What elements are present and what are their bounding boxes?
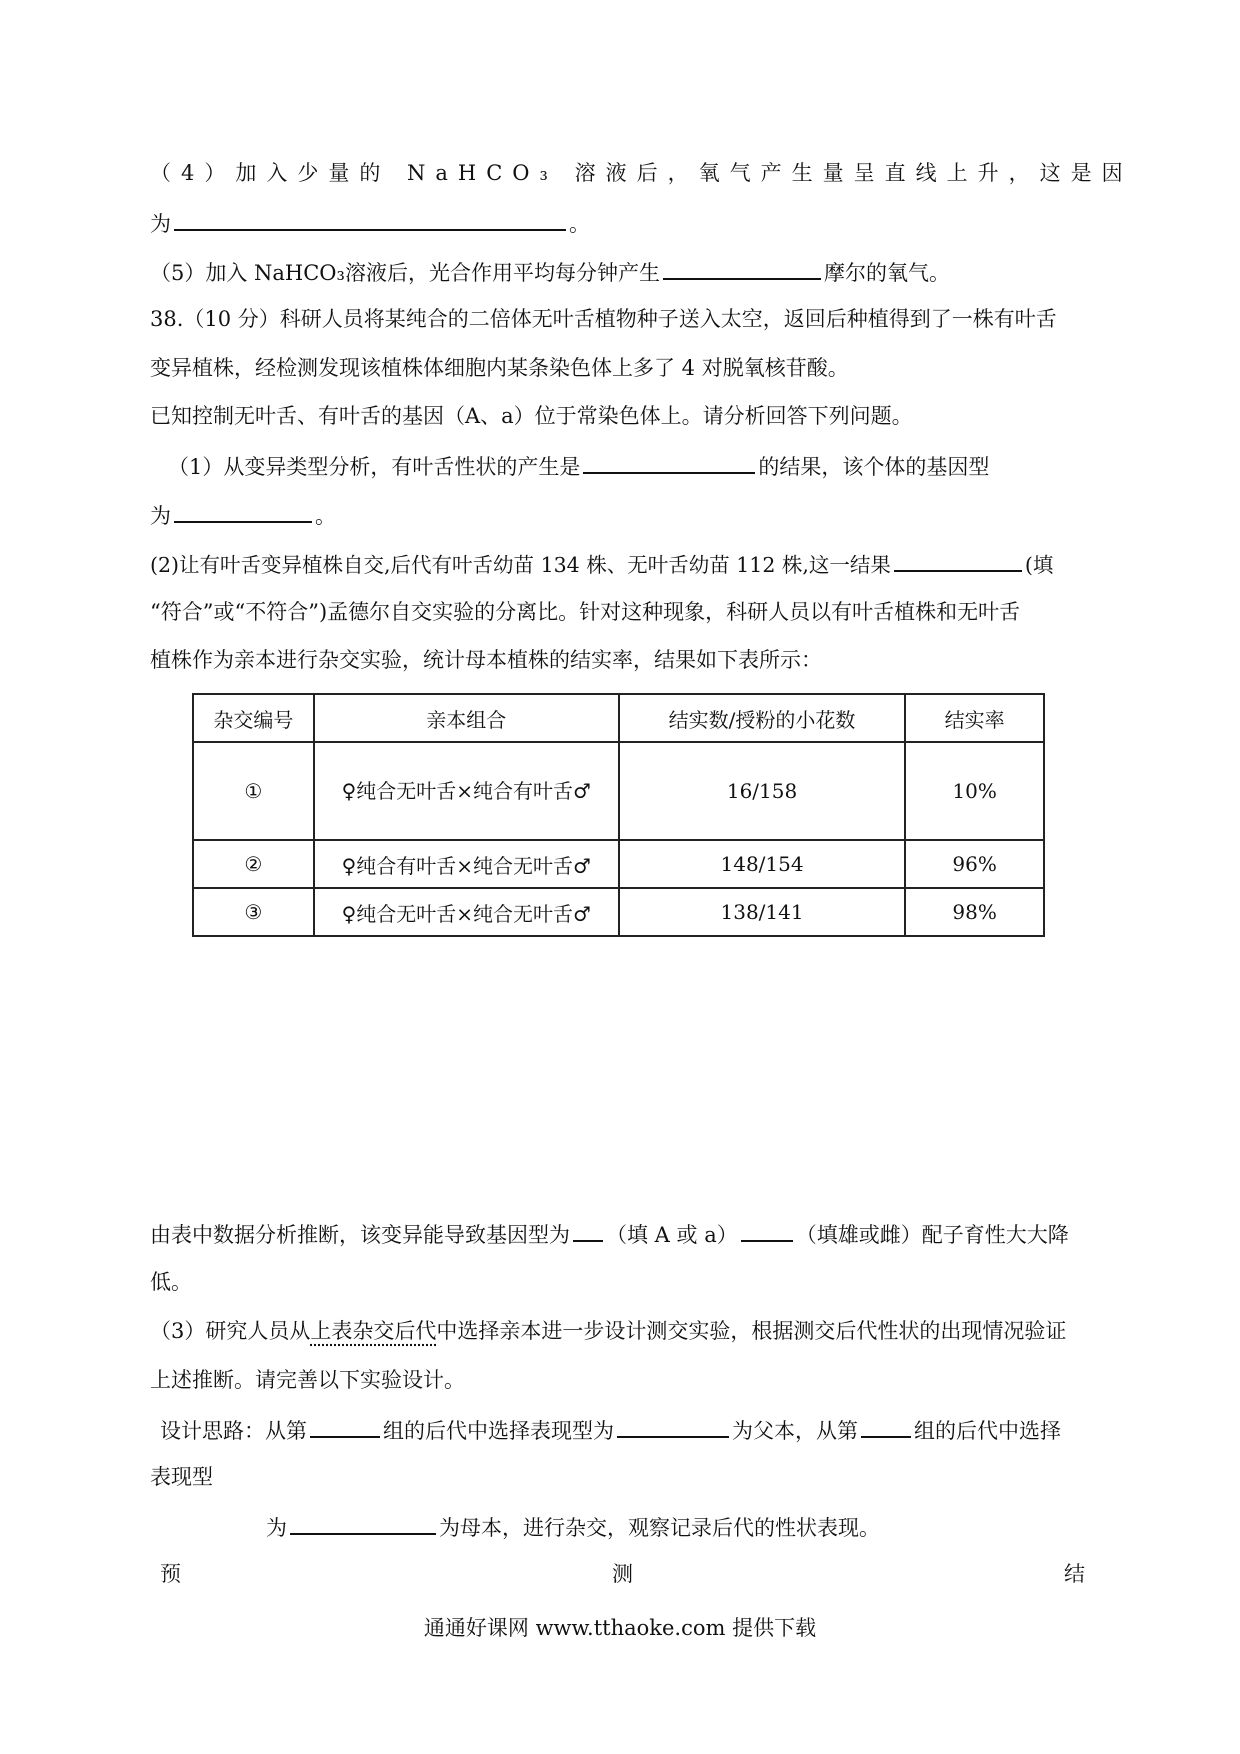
- page-footer: 通通好课网 www.tthaoke.com 提供下载: [423, 1616, 817, 1640]
- q38-intro-2: 变异植株，经检测发现该植株体细胞内某条染色体上多了 4 对脱氧核苷酸。: [150, 356, 849, 380]
- q38-inference-blank-1[interactable]: [573, 1218, 603, 1242]
- q5-answer-blank[interactable]: [663, 256, 821, 280]
- table-header-cell: 杂交编号: [193, 694, 314, 742]
- table-header-cell: 亲本组合: [314, 694, 619, 742]
- q38-part3-text-b: 中选择亲本进一步设计测交实验，根据测交后代性状的出现情况验证: [436, 1319, 1067, 1343]
- q38-inference-text-c: （填雄或雌）配子育性大大降: [795, 1223, 1069, 1247]
- q4-suffix: 。: [569, 212, 590, 236]
- q4-answer-blank[interactable]: [174, 207, 566, 231]
- table-cell: 138/141: [619, 888, 905, 936]
- q38-part1-text-d: 。: [315, 504, 336, 528]
- table-header-cell: 结实率: [905, 694, 1044, 742]
- q38-part1-text-a: （1）从变异类型分析，有叶舌性状的产生是: [168, 455, 581, 479]
- table-cell: ♀纯合无叶舌×纯合无叶舌♂: [314, 888, 619, 936]
- q38-design-text-c: 为父本，从第: [732, 1419, 858, 1443]
- q38-part1-blank-2[interactable]: [174, 499, 312, 523]
- q38-inference-text-a: 由表中数据分析推断，该变异能导致基因型为: [150, 1223, 570, 1247]
- q38-part2-line3: 植株作为亲本进行杂交实验，统计母本植株的结实率，结果如下表所示：: [150, 648, 822, 672]
- table-cell: 10%: [905, 742, 1044, 840]
- q38-design-line1: [160, 1414, 1061, 1446]
- q38-inference-text-b: （填 A 或 a）: [606, 1223, 738, 1247]
- q38-part3-line2: 上述推断。请完善以下实验设计。: [150, 1368, 465, 1392]
- q38-part2-line2: “符合”或“不符合”)孟德尔自交实验的分离比。针对这种现象，科研人员以有叶舌植株和无叶舌: [150, 600, 1021, 624]
- q38-design-blank-1[interactable]: [310, 1414, 380, 1438]
- q38-part2-blank[interactable]: [894, 548, 1022, 572]
- q38-design-text-b: 组的后代中选择表现型为: [383, 1419, 614, 1443]
- q38-part3-text-a: （3）研究人员从: [150, 1319, 311, 1343]
- q38-part1-line1: [168, 450, 989, 482]
- q38-inference-line2: 低。: [150, 1270, 192, 1294]
- hybrid-results-table: [192, 693, 1045, 937]
- q38-intro-1: 38.（10 分）科研人员将某纯合的二倍体无叶舌植物种子送入太空，返回后种植得到了一株有叶舌: [150, 307, 1057, 331]
- table-cell: ③: [193, 888, 314, 936]
- q38-design-text-g: 为母本，进行杂交，观察记录后代的性状表现。: [439, 1516, 880, 1540]
- table-header-cell: 结实数/授粉的小花数: [619, 694, 905, 742]
- q38-predict-char: 测: [612, 1562, 633, 1586]
- table-cell: 16/158: [619, 742, 905, 840]
- q38-part2-text-a: (2)让有叶舌变异植株自交,后代有叶舌幼苗 134 株、无叶舌幼苗 112 株,这一结果: [150, 553, 891, 577]
- table-cell: ②: [193, 840, 314, 888]
- table-row: [193, 840, 1044, 888]
- table-header-row: [193, 694, 1044, 742]
- table-cell: ♀纯合有叶舌×纯合无叶舌♂: [314, 840, 619, 888]
- q38-inference-line1: [150, 1218, 1069, 1250]
- q4-prefix: 为: [150, 212, 171, 236]
- q38-design-text-f: 为: [266, 1516, 287, 1540]
- q38-design-line2: 表现型: [150, 1465, 213, 1489]
- q5-prefix: （5）加入 NaHCO₃溶液后，光合作用平均每分钟产生: [150, 261, 660, 285]
- q38-design-blank-2[interactable]: [617, 1414, 729, 1438]
- q38-inference-blank-2[interactable]: [741, 1218, 793, 1242]
- q38-part2-text-b: (填: [1024, 553, 1054, 577]
- q38-intro-3: 已知控制无叶舌、有叶舌的基因（A、a）位于常染色体上。请分析回答下列问题。: [150, 404, 913, 428]
- table-row: [193, 888, 1044, 936]
- q38-design-blank-3[interactable]: [861, 1414, 911, 1438]
- table-cell: ♀纯合无叶舌×纯合有叶舌♂: [314, 742, 619, 840]
- q4-line2: [150, 207, 590, 239]
- q38-part3-line1: [150, 1316, 1066, 1346]
- table-row: [193, 742, 1044, 840]
- q38-design-blank-4[interactable]: [290, 1511, 436, 1535]
- q4-line1: （4）加入少量的 NaHCO₃ 溶液后，氧气产生量呈直线上升，这是因: [150, 161, 1133, 185]
- q38-part1-blank-1[interactable]: [583, 450, 755, 474]
- q5-suffix: 摩尔的氧气。: [823, 261, 950, 285]
- q38-predict-char: 预: [160, 1562, 181, 1586]
- q5-line: [150, 256, 950, 288]
- table-cell: 148/154: [619, 840, 905, 888]
- q38-part1-line2: [150, 499, 336, 531]
- q38-part1-text-b: 的结果，该个体的基因型: [758, 455, 990, 479]
- q38-predict-char: 结: [1064, 1562, 1085, 1586]
- q38-design-text-d: 组的后代中选择: [914, 1419, 1061, 1443]
- table-cell: 98%: [905, 888, 1044, 936]
- table-cell: 96%: [905, 840, 1044, 888]
- table-cell: ①: [193, 742, 314, 840]
- q38-design-text-a: 设计思路：从第: [160, 1419, 307, 1443]
- q38-part3-emphasis: 上表杂交后代: [310, 1319, 437, 1343]
- q38-part1-text-c: 为: [150, 504, 171, 528]
- q38-design-line3: [266, 1511, 880, 1543]
- q38-part2-line1: [150, 548, 1053, 580]
